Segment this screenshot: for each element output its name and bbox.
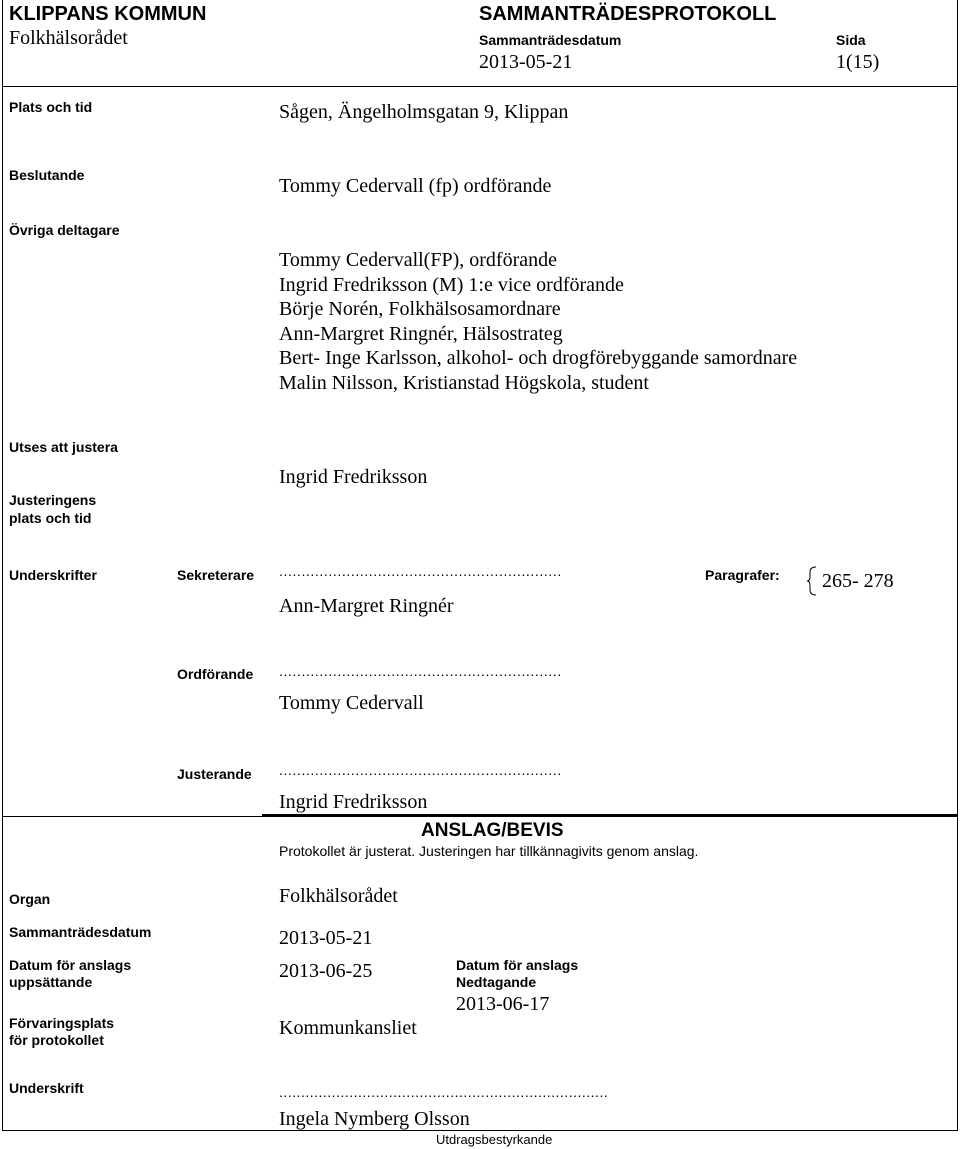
participant: Börje Norén, Folkhälsosamordnare: [279, 298, 561, 320]
frame-left-border: [2, 0, 3, 1131]
adjuster-value: Ingrid Fredriksson: [279, 466, 428, 488]
signer-name: Ingela Nymberg Olsson: [279, 1108, 470, 1130]
secretary-dots: ...............................................................: [279, 563, 562, 579]
secretary-label: Sekreterare: [177, 567, 255, 583]
adjuster-sign-name: Ingrid Fredriksson: [279, 791, 428, 813]
anslag-title: ANSLAG/BEVIS: [421, 820, 564, 841]
signatures-label: Underskrifter: [9, 567, 97, 583]
header-org: KLIPPANS KOMMUN: [9, 3, 207, 25]
chair-dots: ...............................................................: [279, 663, 562, 679]
certified-label: Utdragsbestyrkande: [436, 1132, 553, 1147]
removed-label-1: Datum för anslags: [456, 957, 579, 973]
adjust-place-label-1: Justeringens: [9, 492, 97, 508]
storage-value: Kommunkansliet: [279, 1017, 417, 1039]
meeting-date-label: Sammanträdesdatum: [9, 924, 152, 940]
deciding-value: Tommy Cedervall (fp) ordförande: [279, 175, 552, 197]
header-page: 1(15): [836, 51, 880, 73]
storage-label-2: för protokollet: [9, 1032, 104, 1048]
secretary-name: Ann-Margret Ringnér: [279, 595, 454, 617]
deciding-label: Beslutande: [9, 167, 85, 183]
organ-value: Folkhälsorådet: [279, 885, 398, 907]
signature-dots: ...........................................................................: [279, 1084, 609, 1100]
chair-name: Tommy Cedervall: [279, 692, 424, 714]
participant: Ann-Margret Ringnér, Hälsostrateg: [279, 322, 563, 345]
signature-label: Underskrift: [9, 1080, 84, 1096]
anslag-subtitle: Protokollet är justerat. Justeringen har tillkännagivits genom anslag.: [279, 843, 699, 859]
organ-label: Organ: [9, 891, 51, 907]
header-page-label: Sida: [836, 32, 866, 48]
meeting-date-value: 2013-05-21: [279, 927, 373, 949]
storage-label-1: Förvaringsplats: [9, 1015, 115, 1031]
place-value: Sågen, Ängelholmsgatan 9, Klippan: [279, 101, 569, 123]
removed-label-2: Nedtagande: [456, 974, 537, 990]
place-label: Plats och tid: [9, 99, 93, 115]
participant: Bert- Inge Karlsson, alkohol- och drogförebyggande samordnare: [279, 347, 798, 369]
chair-label: Ordförande: [177, 666, 254, 682]
frame-right-border: [957, 0, 958, 1131]
posted-value: 2013-06-25: [279, 960, 373, 982]
participant: Tommy Cedervall(FP), ordförande: [279, 249, 557, 271]
others-label: Övriga deltagare: [9, 222, 120, 238]
paragraph-brace-icon: [806, 566, 818, 596]
others-list: [279, 248, 797, 395]
header-date: 2013-05-21: [479, 51, 573, 73]
participant: Ingrid Fredriksson (M) 1:e vice ordförande: [279, 273, 624, 296]
participant: Malin Nilsson, Kristianstad Högskola, student: [279, 371, 649, 394]
posted-label-2: uppsättande: [9, 974, 93, 990]
posted-label-1: Datum för anslags: [9, 957, 132, 973]
frame-bottom-border: [2, 1130, 958, 1131]
header-doc-title: SAMMANTRÄDESPROTOKOLL: [479, 3, 777, 25]
header-body: Folkhälsorådet: [9, 27, 128, 49]
adjuster-sign-dots: ...............................................................: [279, 762, 562, 778]
adjuster-sign-label: Justerande: [177, 766, 252, 782]
adjust-place-label-2: plats och tid: [9, 510, 92, 526]
paragraphs-value: 265- 278: [822, 570, 894, 592]
adjuster-label: Utses att justera: [9, 439, 118, 455]
header-date-label: Sammanträdesdatum: [479, 32, 622, 48]
removed-value: 2013-06-17: [456, 993, 550, 1015]
header-divider: [2, 86, 958, 87]
paragraphs-label: Paragrafer:: [705, 567, 780, 583]
